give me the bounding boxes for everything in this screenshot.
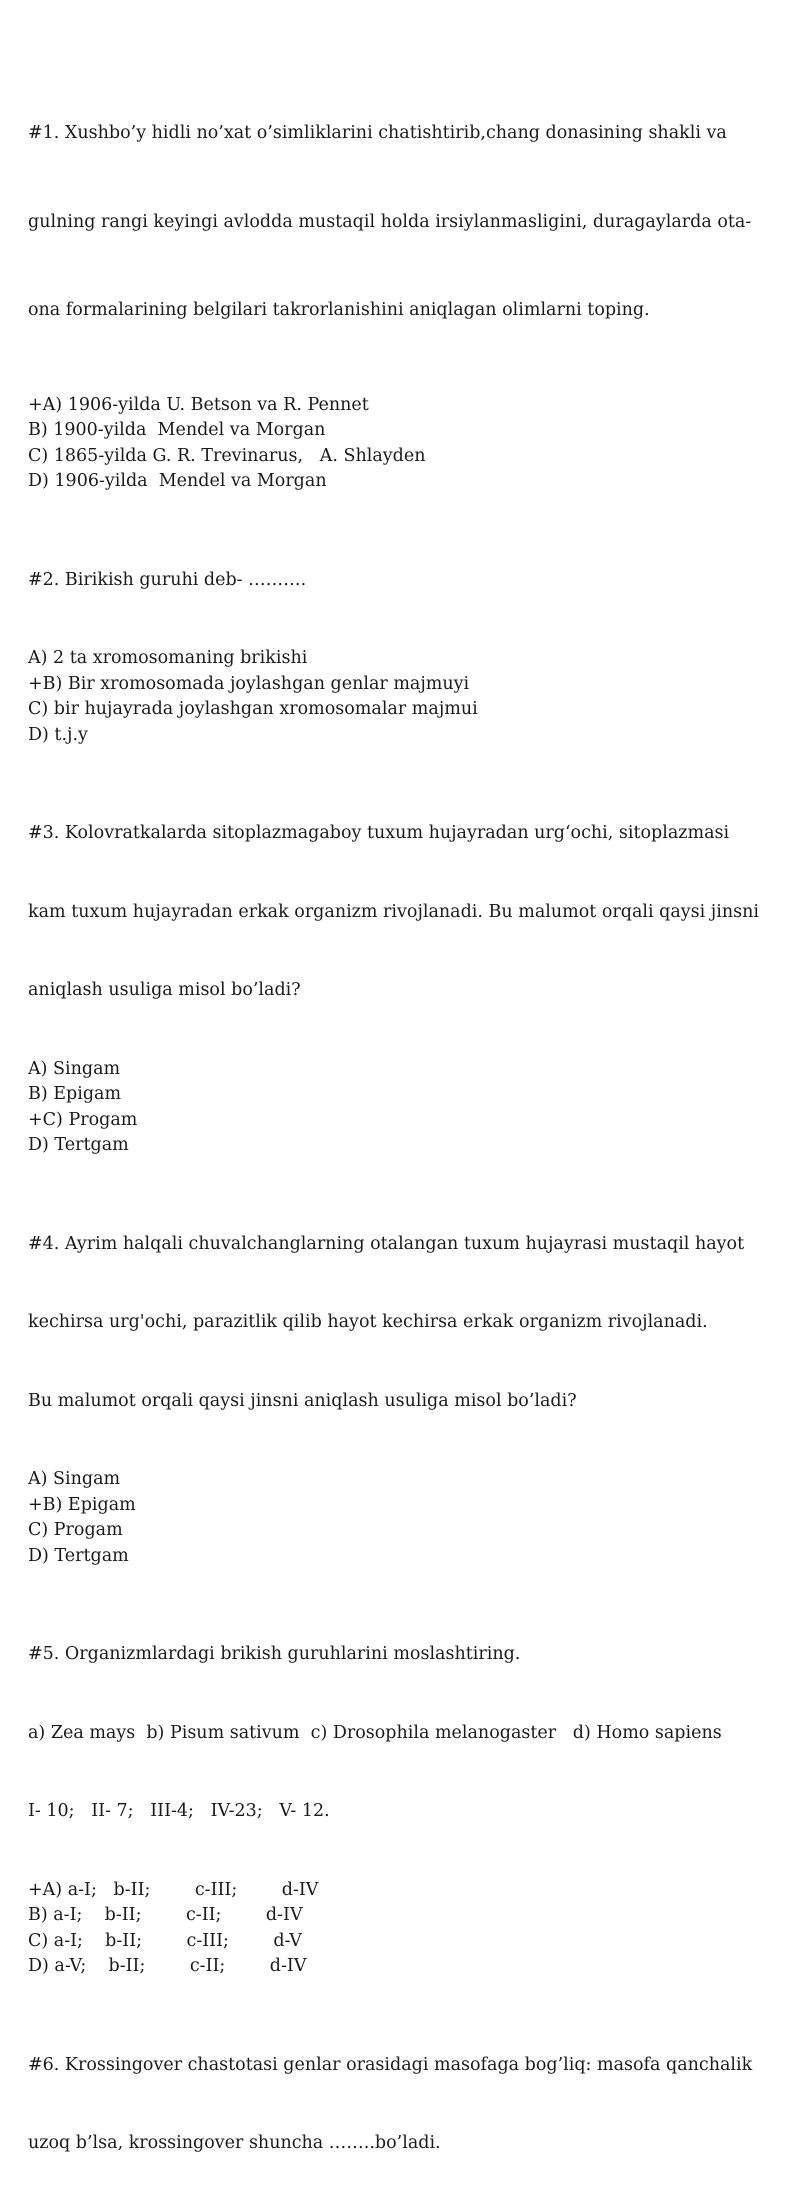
answer-option-b: B) Epigam: [28, 1084, 122, 1104]
question-text-line: aniqlash usuliga misol bo’ladi?: [28, 980, 301, 1000]
document-page: [28, 60, 780, 2210]
answer-options: [28, 1467, 780, 1569]
question-text-line: a) Zea mays b) Pisum sativum c) Drosophila melanogaster d) Homo sapiens: [28, 1722, 722, 1743]
answer-options: [28, 646, 780, 748]
answer-option-a: A) 2 ta xromosomaning brikishi: [28, 648, 308, 668]
answer-option-c: +C) Progam: [28, 1109, 138, 1130]
question-text-line: I- 10; II- 7; III-4; IV-23; V- 12.: [28, 1801, 330, 1821]
question-text-line: #5. Organizmlardagi brikish guruhlarini moslashtiring.: [28, 1644, 521, 1664]
question-text-line: gulning rangi keyingi avlodda mustaqil holda irsiylanmasligini, duragaylarda ota-: [28, 211, 752, 232]
question-text-line: #6. Krossingover chastotasi genlar orasidagi masofaga bog’liq: masofa qanchalik: [28, 2054, 753, 2075]
question-text-line: #4. Ayrim halqali chuvalchanglarning otalangan tuxum hujayrasi mustaqil hayot: [28, 1233, 745, 1254]
question-6: [28, 2000, 780, 2210]
answer-option-d: D) a-V; b-II; c-II; d-IV: [28, 1956, 307, 1976]
question-text: [28, 2000, 780, 2210]
answer-option-c: C) a-I; b-II; c-III; d-V: [28, 1930, 302, 1951]
answer-options: [28, 1057, 780, 1159]
question-2: [28, 515, 780, 749]
question-text-line: Bu malumot orqali qaysi jinsni aniqlash usuliga misol bo’ladi?: [28, 1390, 577, 1411]
answer-option-c: C) bir hujayrada joylashgan xromosomalar majmui: [28, 699, 478, 719]
question-text-line: #2. Birikish guruhi deb- ……….: [28, 569, 307, 590]
answer-option-c: C) 1865-yilda G. R. Trevinarus, A. Shlayden: [28, 445, 426, 466]
question-text-line: #1. Xushbo’y hidli no’xat o’simliklarini chatishtirib,chang donasining shakli va: [28, 123, 727, 143]
question-1: [28, 60, 780, 495]
question-text: [28, 60, 780, 385]
answer-option-b: +B) Epigam: [28, 1494, 136, 1515]
question-text-line: #3. Kolovratkalarda sitoplazmagaboy tuxum hujayradan urg‘ochi, sitoplazmasi: [28, 823, 730, 843]
question-3: [28, 768, 780, 1159]
answer-options: [28, 393, 780, 495]
answer-option-a: +A) 1906-yilda U. Betson va R. Pennet: [28, 394, 369, 415]
question-text: [28, 768, 780, 1057]
answer-option-a: A) Singam: [28, 1469, 121, 1489]
question-text-line: kam tuxum hujayradan erkak organizm rivojlanadi. Bu malumot orqali qaysi jinsni: [28, 901, 759, 922]
question-text-line: uzoq b’lsa, krossingover shuncha ……..bo’ladi.: [28, 2133, 441, 2153]
answer-option-a: A) Singam: [28, 1058, 121, 1079]
answer-option-d: D) Tertgam: [28, 1135, 129, 1155]
answer-option-d: D) 1906-yilda Mendel va Morgan: [28, 471, 327, 491]
answer-option-d: D) Tertgam: [28, 1545, 129, 1566]
answer-options: [28, 1878, 780, 1980]
answer-option-b: B) 1900-yilda Mendel va Morgan: [28, 420, 326, 440]
answer-option-c: C) Progam: [28, 1520, 123, 1540]
question-text: [28, 1179, 780, 1468]
question-text: [28, 515, 780, 647]
question-4: [28, 1179, 780, 1570]
question-text-line: ona formalarining belgilari takrorlanishini aniqlagan olimlarni toping.: [28, 300, 650, 320]
answer-option-d: D) t.j.y: [28, 724, 88, 745]
answer-option-a: +A) a-I; b-II; c-III; d-IV: [28, 1879, 319, 1900]
answer-option-b: B) a-I; b-II; c-II; d-IV: [28, 1905, 303, 1925]
question-5: [28, 1589, 780, 1980]
question-text: [28, 1589, 780, 1878]
answer-option-b: +B) Bir xromosomada joylashgan genlar majmuyi: [28, 673, 470, 694]
question-text-line: kechirsa urg'ochi, parazitlik qilib hayot kechirsa erkak organizm rivojlanadi.: [28, 1312, 708, 1332]
